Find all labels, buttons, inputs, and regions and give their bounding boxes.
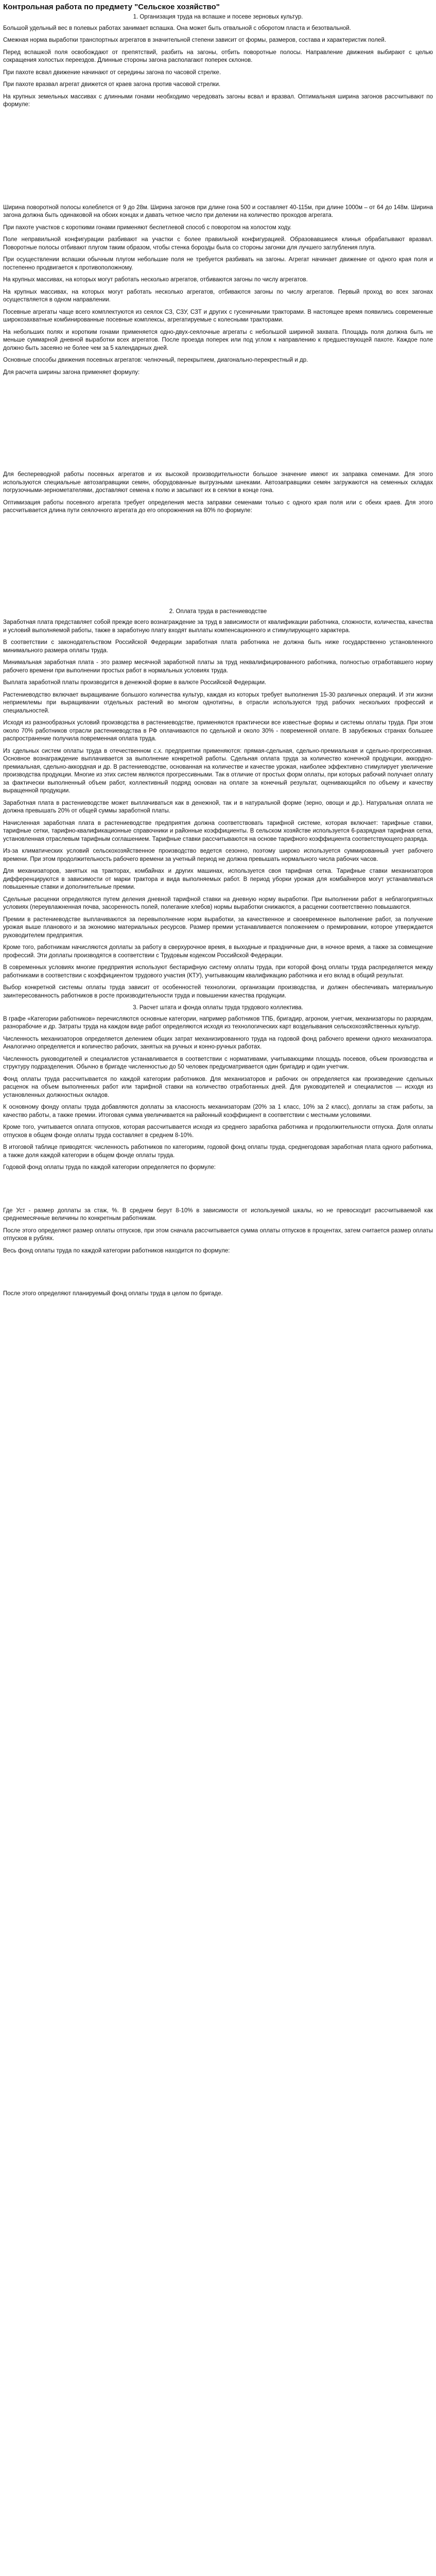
paragraph: Заработная плата в растениеводстве может выплачиваться как в денежной, так и в натуральной форме (зерно, овощи и др.). Натуральная оплата не должна превышать 20% от общей суммы заработной платы. bbox=[3, 800, 433, 814]
paragraph: При осуществлении вспашки обычным плугом небольшие поля не требуется разбивать на загоны. Агрегат начинает движение от одного края поля и постепенно продвигается к противоположному. bbox=[3, 257, 433, 271]
formula-placeholder bbox=[3, 1259, 433, 1290]
paragraph: Посевные агрегаты чаще всего комплектуются из сеялок СЗ, СЗУ, СЗТ и других с гусеничными тракторами. В настоящее время появились современные широкозахватные комбинированные посевные комплексы, агрегатируемые с колесными тракторами. bbox=[3, 309, 433, 323]
paragraph: Для расчета ширины загона применяет формулу: bbox=[3, 369, 140, 376]
paragraph: После этого определяют размер оплаты отпусков, при этом сначала рассчитывается сумма оплаты отпусков в процентах, затем считается размер оплаты отпусков в рублях. bbox=[3, 1227, 433, 1242]
document-section bbox=[3, 13, 433, 605]
paragraph: Перед вспашкой поля освобождают от препятствий, разбить на загоны, отбить поворотные полосы. Направление движения выбирают с целью сокращения холостых переездов. Длинные стороны загона располагают поперек склонов. bbox=[3, 49, 433, 63]
paragraph: Исходя из разнообразных условий производства в растениеводстве, применяются практически все известные формы и системы оплаты труда. При этом около 70% работников отрасли растениеводства в РФ оплачиваются по сдельной и около 30% - повременной оплате. В зарубежных странах большее распространение получила повременная оплата труда. bbox=[3, 720, 433, 742]
paragraph: Кроме того, работникам начисляются доплаты за работу в сверхурочное время, в выходные и праздничные дни, в ночное время, а также за совмещение профессий. Эти доплаты производятся в соответствии с Трудовым кодексом Российской Федерации. bbox=[3, 944, 433, 959]
formula-placeholder bbox=[3, 519, 433, 605]
formula-placeholder bbox=[3, 1176, 433, 1207]
paragraph: Начисленная заработная плата в растениеводстве предприятия должна соответствовать тарифной системе, которая включает: тарифные ставки, тарифные сетки, тарифно-квалификационные справочники и районные коэффициенты. В сельском хозяйстве используется 6-разрядная тарифная сетка, установленная отраслевым тарифным соглашением. Тарифные ставки рассчитываются на основе тарифного коэффициента соответствующего разряда. bbox=[3, 820, 433, 842]
paragraph: После этого определяют планируемый фонд оплаты труда в целом по бригаде. bbox=[3, 1291, 223, 1297]
paragraph: При пахоте вразвал агрегат движется от краев загона против часовой стрелки. bbox=[3, 81, 221, 88]
paragraph: Годовой фонд оплаты труда по каждой категории определяется по формуле: bbox=[3, 1164, 216, 1171]
paragraph: К основному фонду оплаты труда добавляются доплаты за классность механизаторам (20% за 1 класс, 10% за 2 класс), доплаты за стаж работы, за качество работы, а также премии. Итоговая сумма увеличивается на районный коэффициент в соответствии с местными условиями. bbox=[3, 1104, 433, 1118]
paragraph: При пахоте участков с короткими гонами применяют беспетлевой способ с поворотом на холостом ходу. bbox=[3, 224, 292, 231]
document-section bbox=[3, 608, 433, 1001]
paragraph: Фонд оплаты труда рассчитывается по каждой категории работников. Для механизаторов и рабочих он определяется как произведение сдельных расценок на объем выполненных работ или тарифной ставки на количество отработанных дней. Для руководителей и специалистов — исходя из установленных должностных окладов. bbox=[3, 1076, 433, 1098]
paragraph: Большой удельный вес в полевых работах занимает вспашка. Она может быть отвальной с оборотом пласта и безотвальной. bbox=[3, 25, 351, 31]
paragraph: Поле неправильной конфигурации разбивают на участки с более правильной конфигурацией. Образовавшиеся клинья обрабатывают вразвал. Поворотные полосы отбивают плугом таким образом, чтобы стенка борозды была со стороны загонки для лучшего заглубления плуга. bbox=[3, 236, 433, 251]
paragraph: В соответствии с законодательством Российской Федерации заработная плата работника не должна быть ниже государственно установленного минимального размера оплаты труда. bbox=[3, 639, 433, 654]
paragraph: В современных условиях многие предприятия используют бестарифную систему оплаты труда, при которой фонд оплаты труда распределяется между работниками в соответствии с коэффициентом трудового участия (КТУ), учитывающим квалификацию работника и его вклад в общий результат. bbox=[3, 964, 433, 979]
document-body bbox=[3, 13, 433, 1298]
paragraph: Из сдельных систем оплаты труда в отечественном с.х. предприятии применяются: прямая-сдельная, сдельно-премиальная и сдельно-прогрессивная. Основное вознаграждение выплачивается за выполнение конкретной работы. Сдельная оплата труда за количество конечной продукции, аккордно-премиальная, сдельно-аккордная и др. В растениеводстве, основанная на количестве и качестве урожая, наиболее эффективно стимулирует увеличение производства продукции. Многие из этих систем являются прогрессивными. Так в отличие от простых форм оплаты, при которых рабочий получает оплату за фактически выполненный объем работ, коллективный подряд основан на оплате за конечный результат, оценивающийся по объему и качеству выращенной продукции. bbox=[3, 748, 433, 794]
paragraph: Минимальная заработная плата - это размер месячной заработной платы за труд неквалифицированного работника, полностью отработавшего норму рабочего времени при выполнении простых работ в нормальных условиях труда. bbox=[3, 659, 433, 674]
formula-placeholder bbox=[3, 113, 433, 204]
section-heading: 3. Расчет штата и фонда оплаты труда трудового коллектива. bbox=[133, 1005, 303, 1011]
paragraph: Выплата заработной платы производится в денежной форме в валюте Российской Федерации. bbox=[3, 680, 267, 686]
paragraph: Сдельные расценки определяются путем деления дневной тарифной ставки на дневную норму выработки. При выполнении работ в неблагоприятных условиях (переувлажненная почва, засоренность полей, полегание хлебов) нормы выработки снижаются, а расценки соответственно повышаются. bbox=[3, 896, 433, 910]
section-heading: 2. Оплата труда в растениеводстве bbox=[169, 608, 267, 615]
paragraph: Основные способы движения посевных агрегатов: челночный, перекрытием, диагонально-перекрестный и др. bbox=[3, 357, 308, 363]
paragraph: На небольших полях и коротким гонами применяется одно-двух-сеялочные агрегаты с небольшой шириной захвата. Площадь поля должна быть не меньше суммарной дневной выработки всех агрегатов. После проезда поперек или под углом к направлению к предшествующей пахоте. Каждое поле должно быть засеяно не более чем за 5 календарных дней. bbox=[3, 329, 433, 351]
formula-placeholder bbox=[3, 381, 433, 471]
document-section bbox=[3, 1004, 433, 1298]
section-heading: 1. Организация труда на вспашке и посеве зерновых культур. bbox=[133, 14, 303, 20]
paragraph: В графе «Категории работников» перечисляются основные категории, например работников ТПБ, бригадир, агроном, учетчик, механизаторы по разрядам, разнорабочие и др. Затраты труда на каждом виде работ определяются исходя из технологических карт возделывания сельскохозяйственных культур. bbox=[3, 1015, 433, 1030]
paragraph: Из-за климатических условий сельскохозяйственное производство ведется сезонно, поэтому широко используется суммированный учет рабочего времени. При этом продолжительность рабочего времени за учетный период не должна превышать нормального числа рабочих часов. bbox=[3, 848, 433, 862]
paragraph: Кроме того, учитывается оплата отпусков, которая рассчитывается исходя из среднего заработка работника и продолжительности отпуска. Доля оплаты отпусков в общем фонде оплаты труда составляет в среднем 8-10%. bbox=[3, 1124, 433, 1139]
paragraph: Растениеводство включает выращивание большого количества культур, каждая из которых требует выполнения 15-30 различных операций. И эти жизни неприемлемы при выращивании отдельных растений во многом однотипны, в отрасли используются труд рабочих нескольких профессий и специальностей. bbox=[3, 691, 433, 714]
paragraph: Выбор конкретной системы оплаты труда зависит от особенностей технологии, организации производства, и должен обеспечивать материальную заинтересованность работников в росте производительности труда и повышении качества продукции. bbox=[3, 985, 433, 999]
paragraph: Весь фонд оплаты труда по каждой категории работников находится по формуле: bbox=[3, 1247, 230, 1254]
paragraph: На крупных земельных массивах с длинными гонами необходимо чередовать загоны всвал и вразвал. Оптимальная ширина загонов рассчитывают по формуле: bbox=[3, 93, 433, 108]
paragraph: Для механизаторов, занятых на тракторах, комбайнах и других машинах, используется своя тарифная сетка. Тарифные ставки механизаторов дифференцируются в зависимости от марки трактора и вида выполняемых работ. В период уборки урожая для комбайнеров могут устанавливаться повышенные ставки и дополнительные премии. bbox=[3, 868, 433, 890]
paragraph: Где Уст - размер доплаты за стаж, %. В среднем берут 8-10% в зависимости от используемой шкалы, но не превосходит рассчитываемой как среднемесячные величины по конкретным работникам. bbox=[3, 1207, 433, 1222]
paragraph: При пахоте всвал движение начинают от середины загона по часовой стрелке. bbox=[3, 69, 221, 76]
paragraph: Численность механизаторов определяется делением общих затрат механизированного труда на годовой фонд рабочего времени одного механизатора. Аналогично определяется и количество рабочих, занятых на ручных и конно-ручных работах. bbox=[3, 1036, 433, 1050]
paragraph: Оптимизация работы посевного агрегата требует определения места заправки семенами только с одного края поля или с обеих краев. Для этого рассчитывается длина пути сеялочного агрегата до его опорожнения на 80% по формуле: bbox=[3, 499, 433, 514]
paragraph: Для беспереводной работы посевных агрегатов и их высокой производительности большое значение имеют их заправка семенами. Для этого используются специальные автозаправщики семян, оборудованные выгрузными шнеками. Автозаправщики семян загружаются на семенных складах погрузочными-зернометателями, доставляют семена к полю и засыпают их в сеялки в конце гона. bbox=[3, 471, 433, 494]
document-title: Контрольная работа по предмету "Сельское хозяйство" bbox=[3, 3, 220, 11]
paragraph: Смежная норма выработки транспортных агрегатов в значительной степени зависит от формы, размеров, состава и характеристик полей. bbox=[3, 37, 387, 43]
paragraph: Ширина поворотной полосы колеблется от 9 до 28м. Ширина загонов при длине гона 500 и составляет 40-115м, при длине 1000м – от 64 до 148м. Ширина загона должна быть одинаковой на обоих концах и давать четное число при делении на количество проходов агрегата. bbox=[3, 204, 433, 218]
paragraph: Премии в растениеводстве выплачиваются за перевыполнение норм выработки, за качественное и своевременное выполнение работ, за получение урожая выше планового и за экономию материальных ресурсов. Размер премии устанавливается положением о премировании, которое утверждается руководителем предприятия. bbox=[3, 916, 433, 939]
paragraph: Заработная плата представляет собой прежде всего вознаграждение за труд в зависимости от квалификации работника, сложности, количества, качества и условий выполняемой работы, также в заработную плату входят выплаты компенсационного и стимулирующего характера. bbox=[3, 619, 433, 634]
paragraph: Численность руководителей и специалистов устанавливается в соответствии с нормативами, учитывающими площадь посевов, объем производства и структуру подразделения. Обычно в бригаде численностью до 50 человек предусматривается один бригадир и один учетчик. bbox=[3, 1056, 433, 1070]
paragraph: На крупных массивах, на которых могут работать несколько агрегатов, отбиваются загоны по числу агрегатов. Первый проход во всех загонах осуществляется в одном направлении. bbox=[3, 289, 433, 303]
paragraph: В итоговой таблице приводятся: численность работников по категориям, годовой фонд оплаты труда, среднегодовая заработная плата одного работника, а также доля каждой категории в общем фонде оплаты труда. bbox=[3, 1144, 433, 1159]
paragraph: На крупных массивах, на которых могут работать несколько агрегатов, отбиваются загоны по числу агрегатов. bbox=[3, 277, 308, 283]
